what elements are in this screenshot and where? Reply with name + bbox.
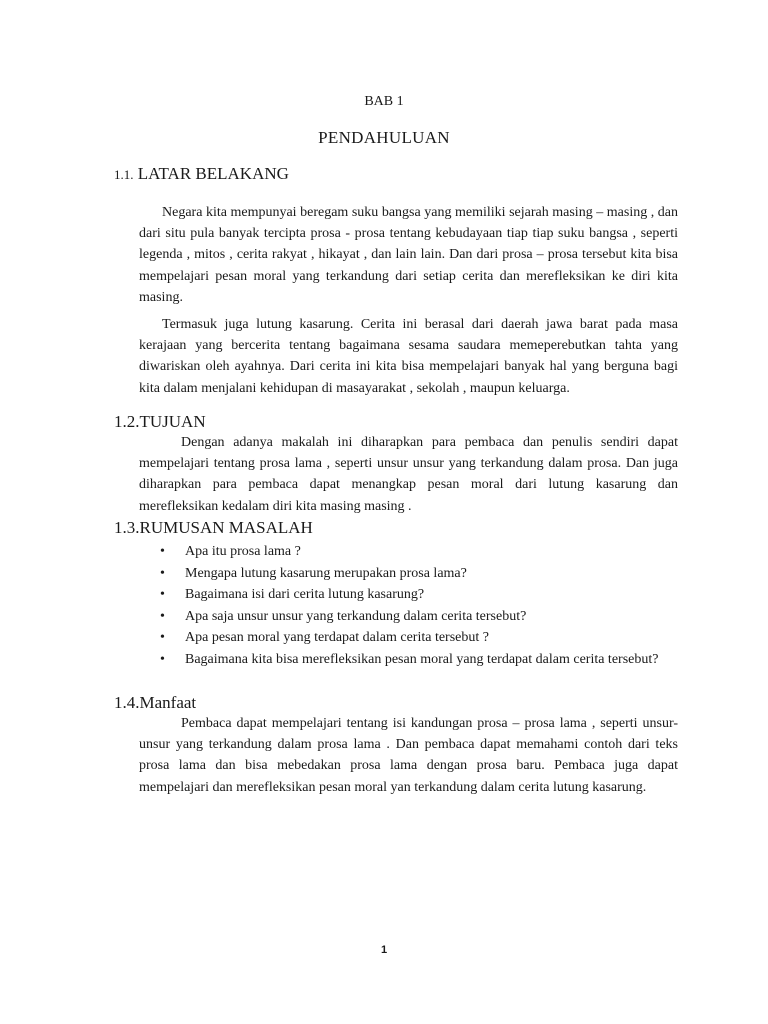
paragraph-text: Negara kita mempunyai beregam suku bangsa yang memiliki sejarah masing – masing , dan dari situ pula banyak tercipta prosa - prosa tentang kebudayaan tiap tiap suku bangsa , seperti legenda , mitos , cerita rakyat , hikayat , dan lain lain. Dan dari prosa – prosa tersebut kita bisa mempelajari pesan moral yang terkandung dari setiap cerita dan merefleksikan ke diri kita masing. — [139, 205, 678, 305]
section-title: TUJUAN — [139, 412, 206, 431]
paragraph-text: Dengan adanya makalah ini diharapkan para pembaca dan penulis sendiri dapat mempelajari tentang prosa lama , seperti unsur unsur yang terkandung dalam prosa. Dan juga diharapkan para pembaca dapat menangkap pesan moral dari lutung kasarung dan merefleksikan kedalam diri kita masing masing . — [139, 435, 678, 514]
paragraph-text: Pembaca dapat mempelajari tentang isi kandungan prosa – prosa lama , seperti unsur- unsur yang terkandung dalam prosa lama . Dan pembaca dapat memahami contoh dari teks prosa lama dan bisa mebedakan prosa lama dengan prosa baru. Pembaca juga dapat mempelajari dan merefleksikan pesan moral yan terkandung dalam cerita lutung kasarung. — [139, 716, 678, 795]
paragraph — [139, 314, 678, 399]
list-item: • Mengapa lutung kasarung merupakan prosa lama? — [139, 563, 678, 585]
chapter-number: BAB 1 — [364, 94, 404, 109]
chapter-title: PENDAHULUAN — [318, 128, 450, 147]
question-list — [139, 541, 678, 671]
section-title: Manfaat — [139, 693, 197, 712]
list-item: • Apa pesan moral yang terdapat dalam cerita tersebut ? — [139, 627, 678, 649]
paragraph — [139, 713, 678, 798]
page-number: 1 — [380, 944, 388, 956]
section-number: 1.3. — [114, 518, 140, 537]
section-heading-latar-belakang — [114, 164, 289, 184]
list-item: • Apa itu prosa lama ? — [139, 541, 678, 563]
paragraph — [139, 202, 678, 308]
section-number: 1.1. — [114, 167, 134, 182]
section-heading-rumusan-masalah — [114, 518, 313, 538]
list-item: • Bagaimana isi dari cerita lutung kasarung? — [139, 584, 678, 606]
section-title: RUMUSAN MASALAH — [139, 518, 313, 537]
list-item: • Apa saja unsur unsur yang terkandung dalam cerita tersebut? — [139, 606, 678, 628]
section-number: 1.4. — [114, 693, 140, 712]
section-number: 1.2. — [114, 412, 140, 431]
paragraph — [139, 432, 678, 517]
section-title: LATAR BELAKANG — [137, 164, 289, 183]
list-item: • Bagaimana kita bisa merefleksikan pesan moral yang terdapat dalam cerita tersebut? — [139, 649, 678, 671]
section-heading-manfaat — [114, 693, 196, 713]
section-heading-tujuan — [114, 412, 206, 432]
paragraph-text: Termasuk juga lutung kasarung. Cerita ini berasal dari daerah jawa barat pada masa kerajaan yang bercerita tentang bagaimana sesama saudara memeperebutkan tahta yang diwariskan oleh ayahnya. Dari cerita ini kita bisa mempelajari banyak hal yang berguna bagi kita dalam menjalani kehidupan di masayarakat , sekolah , maupun keluarga. — [139, 317, 678, 396]
